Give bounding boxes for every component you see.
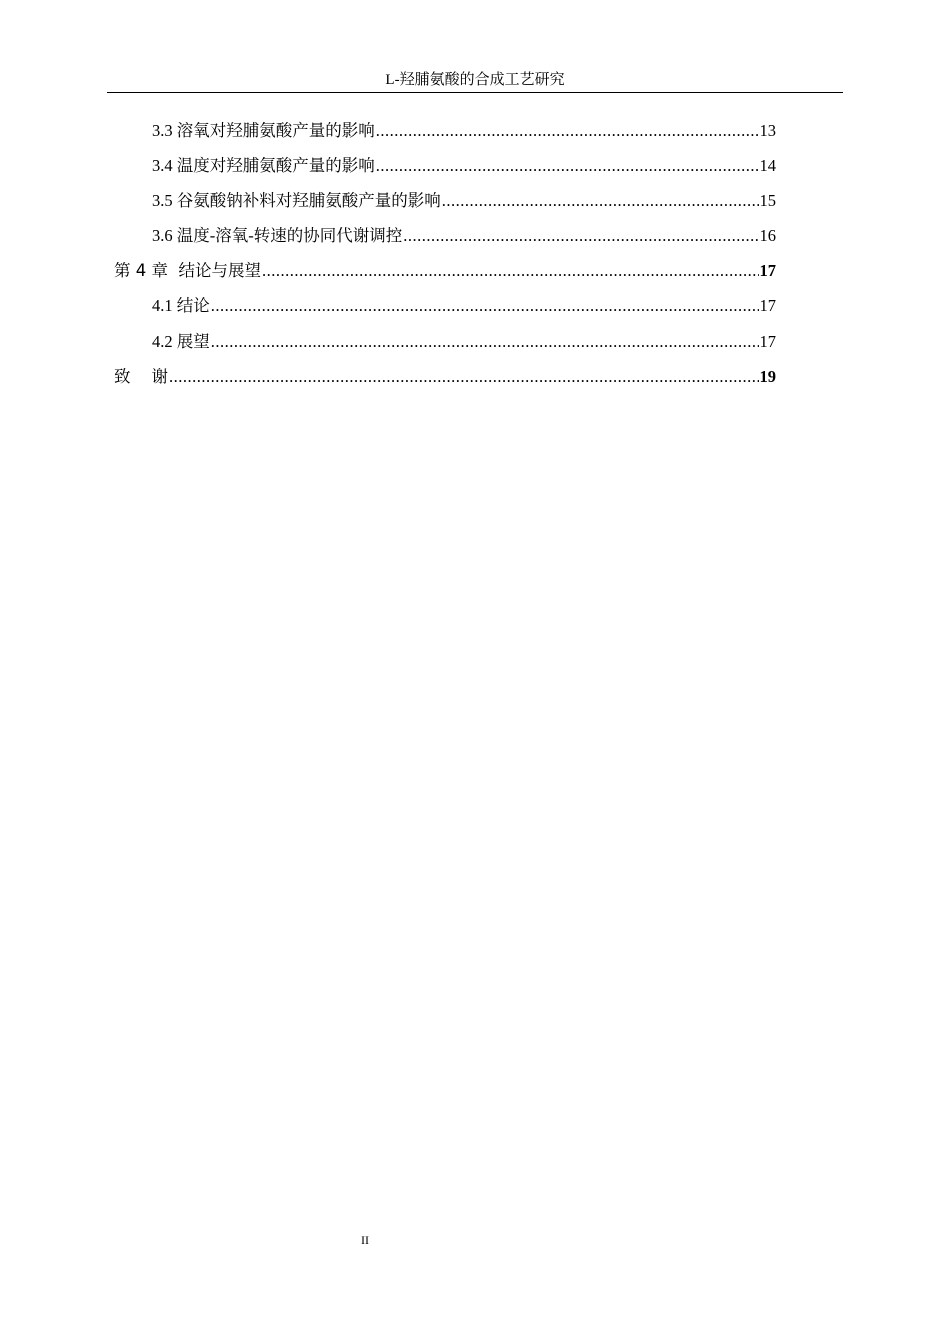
- toc-entry-page: 13: [759, 121, 776, 140]
- document-title: L-羟脯氨酸的合成工艺研究: [385, 72, 565, 88]
- toc-entry-page: 15: [759, 191, 776, 211]
- toc-entry-page: 17: [759, 296, 776, 316]
- page-header: [107, 70, 843, 92]
- table-of-contents: [114, 120, 776, 401]
- toc-entry-title: 第 4 章 结论与展望: [114, 261, 261, 281]
- toc-entry-4-2[interactable]: [114, 331, 776, 366]
- toc-dot-leader: [376, 155, 759, 177]
- header-divider: [107, 92, 843, 93]
- toc-dot-leader: [211, 295, 759, 317]
- toc-entry-page: 16: [759, 226, 776, 246]
- toc-entry-3-4[interactable]: [114, 155, 776, 190]
- toc-entry-3-6[interactable]: [114, 225, 776, 260]
- toc-entry-title: 4.2 展望: [152, 331, 210, 351]
- toc-entry-title: 致 谢: [114, 366, 168, 386]
- toc-entry-title: 3.6 温度-溶氧-转速的协同代谢调控: [152, 226, 403, 246]
- toc-entry-4-1[interactable]: [114, 295, 776, 330]
- toc-entry-title: 3.3 溶氧对羟脯氨酸产量的影响: [152, 121, 375, 140]
- toc-dot-leader: [442, 190, 759, 212]
- toc-dot-leader: [262, 260, 759, 282]
- toc-entry-title: 4.1 结论: [152, 296, 210, 316]
- toc-dot-leader: [169, 366, 759, 388]
- toc-entry-title: 3.4 温度对羟脯氨酸产量的影响: [152, 156, 375, 176]
- toc-entry-3-5[interactable]: [114, 190, 776, 225]
- toc-entry-title: 3.5 谷氨酸钠补料对羟脯氨酸产量的影响: [152, 191, 441, 211]
- toc-entry-page: 19: [759, 366, 776, 386]
- toc-entry-page: 14: [759, 156, 776, 176]
- toc-dot-leader: [376, 120, 759, 142]
- toc-entry-chapter-4[interactable]: [114, 260, 776, 295]
- toc-entry-page: 17: [759, 331, 776, 351]
- toc-entry-acknowledgements[interactable]: [114, 366, 776, 401]
- toc-dot-leader: [211, 331, 759, 353]
- toc-dot-leader: [403, 225, 758, 247]
- toc-entry-3-3[interactable]: [114, 120, 776, 155]
- page-number: II: [361, 1233, 369, 1247]
- toc-entry-page: 17: [759, 261, 776, 281]
